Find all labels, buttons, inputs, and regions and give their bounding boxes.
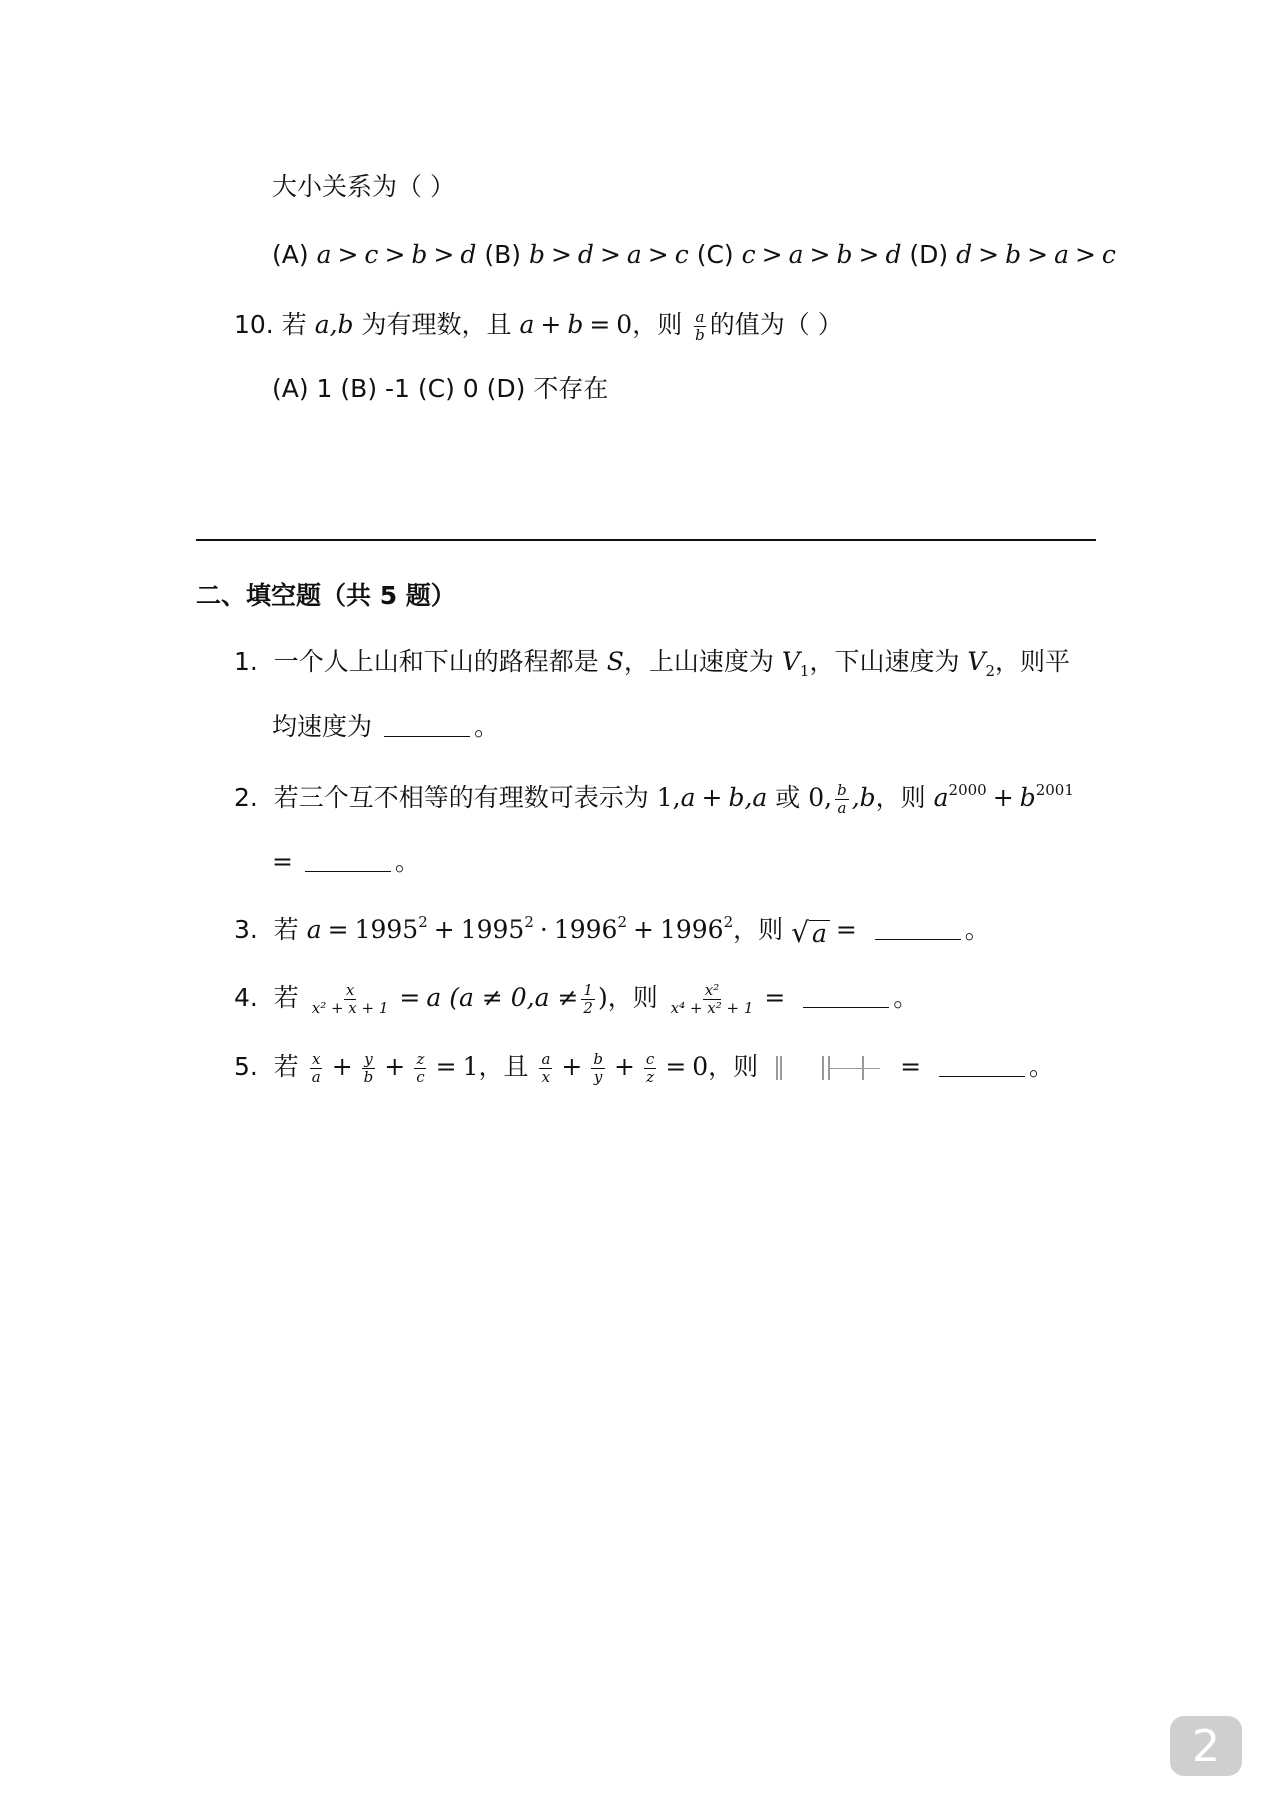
fill-q3-number: 3. xyxy=(234,915,258,944)
fill-q4-condition: ) xyxy=(597,983,608,1012)
fill-q3-math: 1995 xyxy=(354,915,419,944)
fraction-numerator: z xyxy=(416,1049,425,1068)
fill-q5-text: ，且 xyxy=(478,1052,529,1081)
fill-q5-math: = xyxy=(900,1052,922,1081)
fill-q2-exponent: 2001 xyxy=(1035,781,1074,799)
fill-q5 xyxy=(234,1050,1054,1086)
obscured-expression xyxy=(770,1053,890,1083)
q10-math: = xyxy=(589,310,611,339)
fill-q3-exponent: 2 xyxy=(723,913,734,931)
q9-option-d-term: a xyxy=(1054,240,1069,269)
q9-option-d-op: > xyxy=(1027,240,1049,269)
fill-q5-math: + xyxy=(561,1052,583,1081)
q9-option-d-op: > xyxy=(1074,240,1096,269)
q9-option-b-op: > xyxy=(647,240,669,269)
fill-q5-text: 若 xyxy=(273,1052,299,1081)
sqrt-symbol xyxy=(791,916,830,949)
fraction-numerator: a xyxy=(695,307,705,326)
fill-q5-math: 0 xyxy=(692,1052,709,1081)
fill-q3-text: 若 xyxy=(273,915,299,944)
answer-blank[interactable] xyxy=(939,1052,1025,1077)
q9-option-b-term: c xyxy=(674,240,689,269)
q9-option-a-term: a xyxy=(316,240,332,269)
q9-option-c-term: a xyxy=(788,240,804,269)
fill-q3-text: ，则 xyxy=(733,915,784,944)
fill-q4-math: = xyxy=(764,983,786,1012)
fill-q5-fraction xyxy=(310,1051,323,1086)
fill-q3-math: a xyxy=(306,915,322,944)
fill-q1-math: S xyxy=(606,647,624,676)
fraction-numerator: b xyxy=(837,780,847,799)
fill-q1 xyxy=(234,645,1070,679)
q9-option-c-op: > xyxy=(858,240,880,269)
fraction-denominator: c xyxy=(416,1067,425,1086)
q9-option-c-term: d xyxy=(885,240,902,269)
fill-q5-math: 1 xyxy=(462,1052,479,1081)
fraction-numerator: a xyxy=(541,1049,551,1068)
q9-option-b-op: > xyxy=(550,240,572,269)
fill-q1-text: ，上山速度为 xyxy=(623,647,774,676)
q9-option-d-term: d xyxy=(956,240,973,269)
fill-q4-math: a xyxy=(426,983,442,1012)
fill-q3-math: + xyxy=(633,915,654,944)
q9-tail-text: 大小关系为（ ） xyxy=(272,172,455,201)
answer-blank[interactable] xyxy=(875,915,961,940)
fill-q1-line2 xyxy=(272,710,499,744)
q9-option-b-term: b xyxy=(528,240,545,269)
answer-blank[interactable] xyxy=(384,712,470,737)
fill-q2-fraction xyxy=(835,782,849,817)
fill-q2-text: 若三个互不相等的有理数可表示为 xyxy=(273,783,649,812)
fill-q1-text: ，则平 xyxy=(995,647,1071,676)
q9-option-c-label: (C) xyxy=(696,240,734,269)
fill-q5-math: + xyxy=(331,1052,353,1081)
fraction-denominator: a xyxy=(311,1067,321,1086)
fill-q3-math: 1995 xyxy=(460,915,525,944)
q9-option-b-label: (B) xyxy=(484,240,521,269)
answer-blank[interactable] xyxy=(803,983,889,1008)
q9-option-b-term: d xyxy=(577,240,594,269)
section-title: 二、填空题（共 5 题） xyxy=(196,581,456,610)
fill-q5-math: = xyxy=(435,1052,457,1081)
fill-q5-math: = xyxy=(665,1052,687,1081)
fill-q1-math: V xyxy=(967,647,986,676)
fill-q2-math: b xyxy=(1019,783,1036,812)
fill-q2-end: 。 xyxy=(394,847,420,876)
fill-q3-exponent: 2 xyxy=(524,913,534,931)
fill-q1-number: 1. xyxy=(234,647,258,676)
fill-q4-number: 4. xyxy=(234,983,258,1012)
q9-option-a-term: c xyxy=(364,240,379,269)
fraction-numerator: b xyxy=(593,1049,603,1068)
q10-options xyxy=(272,372,608,406)
fill-q5-text: ，则 xyxy=(708,1052,759,1081)
fill-q2-math: 0, xyxy=(808,783,833,812)
fraction-denominator: y xyxy=(593,1067,603,1086)
fill-q5-fraction xyxy=(644,1051,656,1086)
fill-q2 xyxy=(234,781,1074,817)
q9-option-c-term: c xyxy=(741,240,756,269)
fill-q3-math: = xyxy=(835,915,857,944)
q9-tail xyxy=(272,170,455,204)
fill-q1-math: V xyxy=(781,647,800,676)
fill-q1-text: 均速度为 xyxy=(272,712,373,741)
q9-option-a-term: d xyxy=(460,240,477,269)
q9-option-c-term: b xyxy=(836,240,853,269)
q10-vars: a,b xyxy=(314,310,354,339)
q9-options xyxy=(272,238,1116,272)
q10-text: ，则 xyxy=(632,310,683,339)
fraction-numerator: c xyxy=(645,1049,655,1068)
q9-option-a-op: > xyxy=(433,240,455,269)
answer-blank[interactable] xyxy=(305,847,391,872)
fraction-denominator: x² + x + 1 xyxy=(311,998,389,1017)
q10-number: 10. xyxy=(234,310,274,339)
q9-option-b-op: > xyxy=(599,240,621,269)
fraction-denominator: b xyxy=(363,1067,374,1086)
fill-q1-end: 。 xyxy=(473,712,499,741)
fraction-denominator: x xyxy=(541,1067,551,1086)
fraction-numerator: x xyxy=(345,980,355,999)
fill-q2-text: 或 xyxy=(775,783,801,812)
fill-q3-math: · xyxy=(539,915,548,944)
fill-q5-end: 。 xyxy=(1029,1052,1055,1081)
radicand: a xyxy=(809,920,830,947)
radical-icon: √ xyxy=(791,916,809,949)
fill-q2-text: ，则 xyxy=(875,783,926,812)
fill-q2-math: ,b xyxy=(851,783,876,812)
q10-math: b xyxy=(567,310,584,339)
fill-q2-math: ,a xyxy=(744,783,768,812)
fill-q2-line2 xyxy=(272,845,420,879)
fill-q5-fraction xyxy=(591,1051,605,1086)
q10-math: a xyxy=(519,310,535,339)
q9-option-a-term: b xyxy=(411,240,428,269)
q9-option-a-label: (A) xyxy=(272,240,309,269)
fill-q5-math: + xyxy=(613,1052,635,1081)
fill-q2-exponent: 2000 xyxy=(948,781,987,799)
fill-q2-math: a xyxy=(933,783,949,812)
fill-q1-text: 一个人上山和下山的路程都是 xyxy=(273,647,599,676)
fill-q1-subscript: 1 xyxy=(799,662,810,680)
page-number-badge xyxy=(1170,1716,1242,1776)
fill-q5-fraction xyxy=(414,1051,426,1086)
fill-q4-condition: (a ≠ 0,a ≠ xyxy=(449,983,579,1012)
fraction-numerator: x² xyxy=(704,980,720,999)
fill-q4-cond-fraction xyxy=(581,982,595,1017)
fill-q2-math: a xyxy=(680,783,696,812)
fraction-numerator: x xyxy=(311,1049,321,1068)
q10-math: 0 xyxy=(616,310,633,339)
fill-q2-math: b xyxy=(728,783,745,812)
q10-stem xyxy=(234,308,843,344)
fraction-denominator: x⁴ + x² + 1 xyxy=(670,998,754,1017)
fill-q3-math: 1996 xyxy=(659,915,724,944)
fill-q4-text: ，则 xyxy=(607,983,658,1012)
fill-q2-math: 1, xyxy=(656,783,681,812)
q9-option-c-op: > xyxy=(761,240,783,269)
fill-q5-number: 5. xyxy=(234,1052,258,1081)
q10-fraction xyxy=(693,309,707,344)
q10-text: 为有理数，且 xyxy=(361,310,512,339)
fill-q2-math: + xyxy=(992,783,1014,812)
fill-q4-fraction-2 xyxy=(669,982,756,1017)
fraction-denominator: 2 xyxy=(583,998,593,1017)
q9-option-d-label: (D) xyxy=(909,240,949,269)
fraction-denominator: a xyxy=(837,798,847,817)
fill-q5-math: + xyxy=(384,1052,406,1081)
fill-q5-fraction xyxy=(539,1051,552,1086)
page-number: 2 xyxy=(1192,1720,1220,1772)
fill-q4-end: 。 xyxy=(893,983,919,1012)
fraction-numerator: y xyxy=(364,1049,373,1068)
fill-q3-end: 。 xyxy=(964,915,990,944)
fraction-denominator: b xyxy=(695,325,705,344)
q9-option-d-term: b xyxy=(1005,240,1022,269)
fraction-numerator: 1 xyxy=(583,980,593,999)
fill-q2-number: 2. xyxy=(234,783,258,812)
fill-q4-text: 若 xyxy=(273,983,299,1012)
q10-text: 若 xyxy=(281,310,307,339)
fill-q3-exponent: 2 xyxy=(617,913,628,931)
fill-q4 xyxy=(234,981,918,1017)
q9-option-c-op: > xyxy=(809,240,831,269)
q9-option-a-op: > xyxy=(337,240,359,269)
fill-q4-fraction xyxy=(310,982,391,1017)
q10-options-text: (A) 1 (B) -1 (C) 0 (D) 不存在 xyxy=(272,374,609,403)
fill-q1-text: ，下山速度为 xyxy=(809,647,960,676)
q10-text: 的值为（ ） xyxy=(709,310,843,339)
fill-q3-math: + xyxy=(433,915,455,944)
fill-q4-math: = xyxy=(399,983,421,1012)
fill-q2-math: + xyxy=(701,783,723,812)
fill-q3 xyxy=(234,913,990,947)
q9-option-a-op: > xyxy=(384,240,406,269)
section-divider xyxy=(196,539,1096,541)
q9-option-b-term: a xyxy=(626,240,642,269)
fill-q3-exponent: 2 xyxy=(418,913,428,931)
q9-option-d-term: c xyxy=(1101,240,1116,269)
fraction-denominator: z xyxy=(646,1067,655,1086)
fill-q3-math: = xyxy=(327,915,349,944)
fill-q2-math: = xyxy=(272,847,293,876)
fill-q1-subscript: 2 xyxy=(985,662,996,680)
q10-math: + xyxy=(540,310,562,339)
fill-q5-fraction xyxy=(362,1051,376,1086)
fill-q3-math: 1996 xyxy=(553,915,618,944)
q9-option-d-op: > xyxy=(978,240,1000,269)
